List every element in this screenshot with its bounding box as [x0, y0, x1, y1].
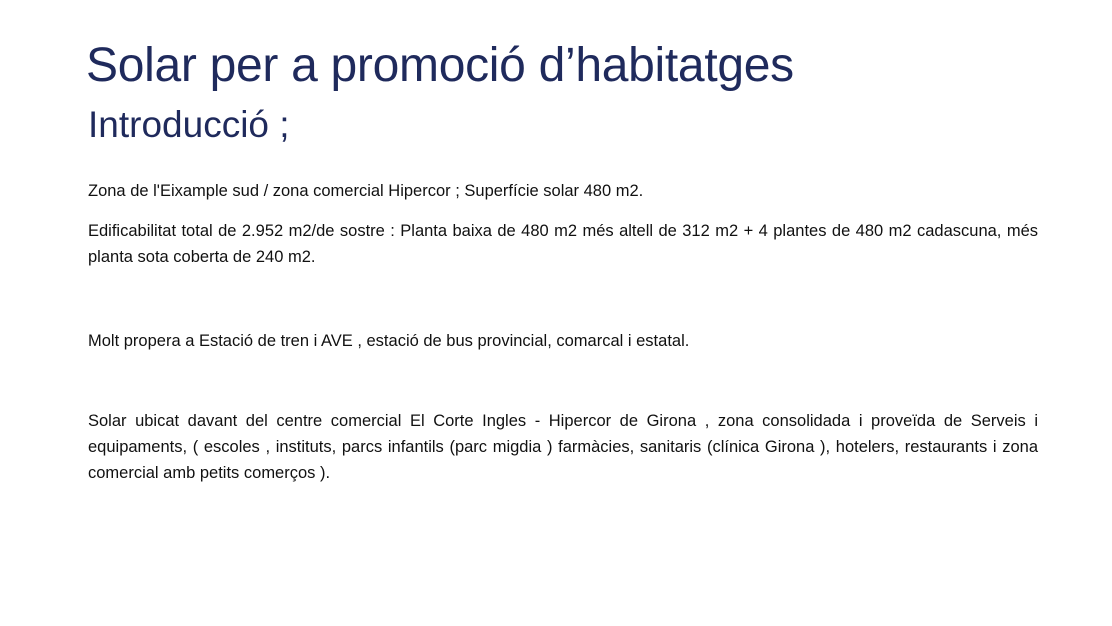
- slide-subtitle: Introducció ;: [88, 104, 290, 145]
- paragraph-buildability: Edificabilitat total de 2.952 m2/de sostre : Planta baixa de 480 m2 més altell de 312 m2 + 4 plantes de 480 m2 cadascuna, més planta sota coberta de 240 m2.: [88, 222, 1038, 266]
- slide-title: Solar per a promoció d’habitatges: [86, 39, 794, 92]
- paragraph-location: Zona de l'Eixample sud / zona comercial Hipercor ; Superfície solar 480 m2.: [88, 182, 644, 200]
- paragraph-transport: Molt propera a Estació de tren i AVE , estació de bus provincial, comarcal i estatal.: [88, 332, 690, 350]
- paragraph-surroundings: Solar ubicat davant del centre comercial El Corte Ingles - Hipercor de Girona , zona consolidada i proveïda de Serveis i equipaments, ( escoles , instituts, parcs infantils (parc migdia ) farmàcies, sanitaris (clínica Girona ), hotelers, restaurants i zona comercial amb petits comerços ).: [88, 412, 1038, 482]
